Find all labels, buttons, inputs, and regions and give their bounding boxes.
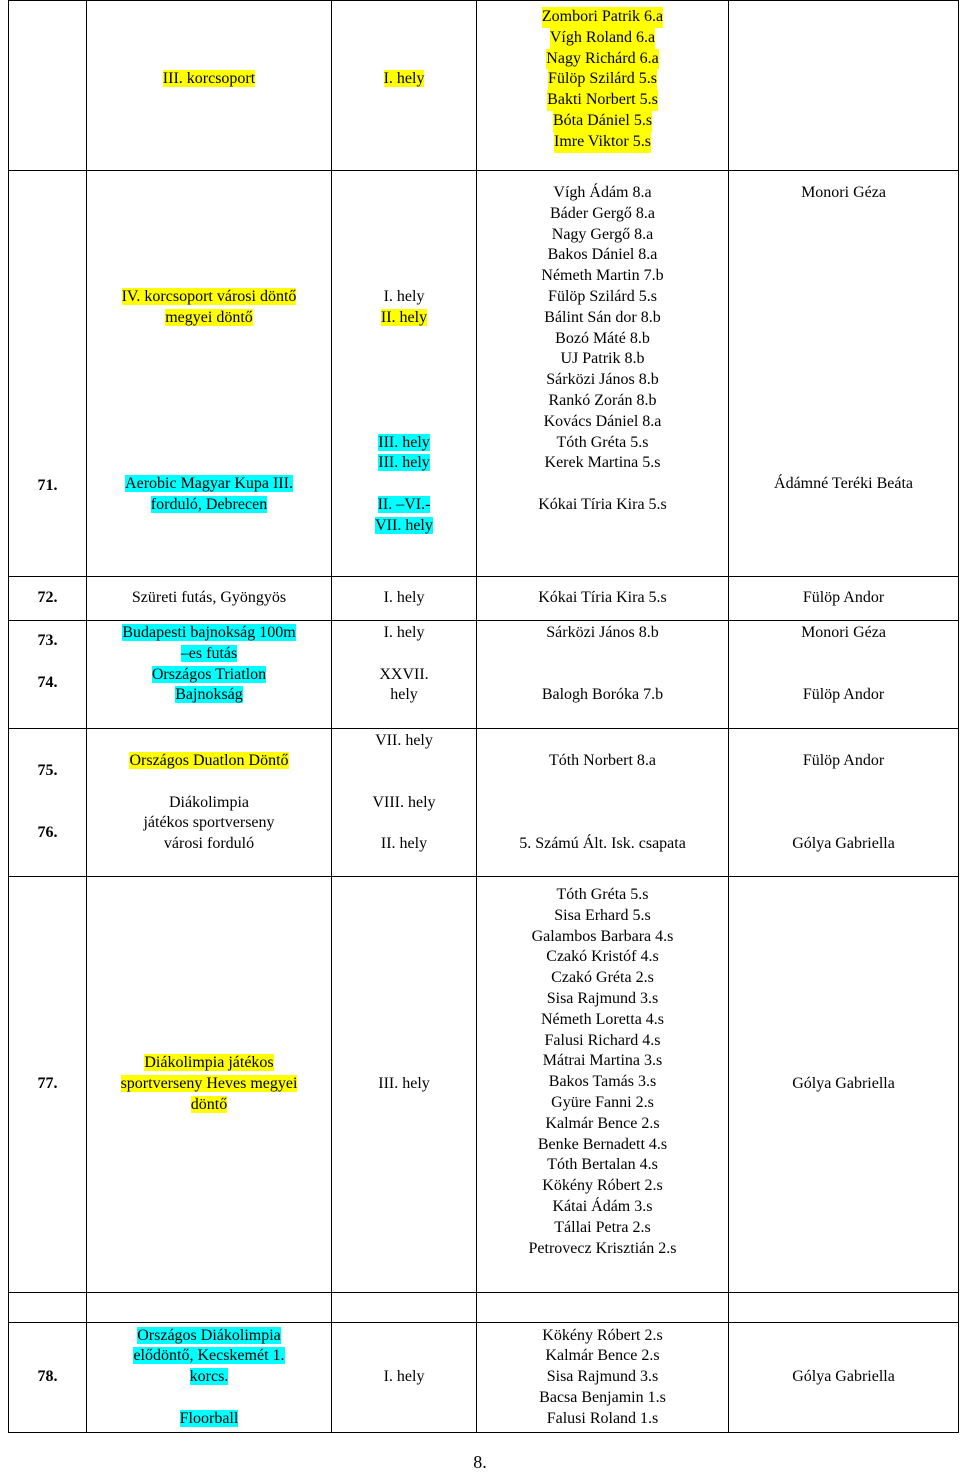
- student-name: Kökény Róbert 2.s: [542, 1326, 663, 1344]
- row-number: [9, 171, 87, 577]
- student-name: Kókai Tíria Kira 5.s: [538, 495, 667, 513]
- place-text: I. hely: [383, 70, 425, 87]
- event-cell: [87, 1323, 332, 1433]
- place-text: I. hely: [383, 288, 425, 305]
- event-cell: [87, 621, 332, 729]
- student-name: Imre Viktor 5.s: [554, 132, 651, 153]
- place-text: III. hely: [378, 433, 430, 451]
- place-text: XXVII.: [379, 665, 429, 683]
- row-number-text: 74.: [37, 673, 58, 691]
- student-name: Báder Gergő 8.a: [550, 204, 655, 222]
- table-row: [9, 171, 959, 577]
- names-cell: [477, 1323, 729, 1433]
- event-text: –es futás: [180, 644, 238, 662]
- row-number: [9, 577, 87, 621]
- place-cell: [332, 577, 477, 621]
- event-text: Szüreti futás, Gyöngyös: [131, 589, 287, 607]
- event-text: Budapesti bajnokság 100m: [122, 624, 296, 641]
- table-row: [9, 1, 959, 171]
- row-number-text: 77.: [37, 1075, 58, 1093]
- student-name: Bálint Sán dor 8.b: [544, 308, 661, 326]
- event-text: Diákolimpia játékos: [144, 1054, 274, 1072]
- place-text: hely: [390, 686, 418, 704]
- names-cell: [477, 621, 729, 729]
- student-name: Tóth Gréta 5.s: [556, 886, 649, 903]
- row-number-text: 76.: [37, 824, 58, 842]
- student-name: Falusi Richard 4.s: [544, 1031, 661, 1049]
- event-text: városi döntő: [212, 288, 297, 305]
- row-number: [9, 877, 87, 1293]
- student-name: Falusi Roland 1.s: [546, 1409, 659, 1427]
- place-text: II. –VI.-: [377, 495, 431, 513]
- student-name: Sisa Erhard 5.s: [554, 906, 651, 924]
- event-text: játékos sportverseny: [143, 814, 275, 832]
- coach-cell: [729, 1323, 959, 1433]
- place-cell: [332, 877, 477, 1293]
- event-text: városi forduló: [163, 835, 255, 853]
- place-text: VII. hely: [375, 732, 433, 749]
- student-name: Kátai Ádám 3.s: [552, 1197, 653, 1215]
- event-text: sportverseny Heves megyei: [120, 1075, 298, 1093]
- place-text: I. hely: [383, 1368, 425, 1386]
- coach-cell: [729, 577, 959, 621]
- student-name: Vígh Ádám 8.a: [553, 184, 652, 201]
- place-text: II. hely: [380, 308, 428, 326]
- coach-name: Fülöp Andor: [802, 752, 885, 769]
- place-text: I. hely: [383, 624, 425, 641]
- student-name: Rankó Zorán 8.b: [548, 391, 657, 409]
- event-cell: [87, 171, 332, 577]
- table-row: [9, 577, 959, 621]
- table-row: [9, 1323, 959, 1433]
- coach-name: Gólya Gabriella: [792, 1368, 895, 1386]
- event-cell: [87, 877, 332, 1293]
- place-text: VII. hely: [375, 516, 433, 534]
- coach-name: Fülöp Andor: [802, 589, 885, 607]
- place-text: I. hely: [383, 589, 425, 607]
- event-text: Aerobic Magyar Kupa III.: [125, 475, 293, 493]
- event-text: Országos Diákolimpia: [137, 1326, 281, 1344]
- event-text: Országos Duatlon Döntő: [129, 752, 289, 769]
- event-text: III. korcsoport: [162, 70, 256, 87]
- event-text: korcs.: [189, 1368, 229, 1386]
- student-name: Czakó Gréta 2.s: [551, 969, 654, 987]
- student-name: Bóta Dániel 5.s: [553, 111, 652, 132]
- event-text: IV. korcsoport: [121, 288, 213, 305]
- table-row: [9, 729, 959, 877]
- row-number: [9, 621, 87, 729]
- student-name: Fülöp Szilárd 5.s: [548, 287, 657, 305]
- student-name: Bozó Máté 8.b: [555, 329, 650, 347]
- table-row: [9, 621, 959, 729]
- student-name: Bakos Dániel 8.a: [547, 246, 658, 264]
- row-number-text: 71.: [37, 477, 58, 494]
- coach-cell: [729, 877, 959, 1293]
- coach-cell: [729, 621, 959, 729]
- student-name: Kalmár Bence 2.s: [545, 1347, 660, 1365]
- student-name: Nagy Gergő 8.a: [551, 225, 654, 243]
- student-name: Kerek Martina 5.s: [544, 454, 661, 472]
- row-number-text: 73.: [37, 632, 58, 649]
- student-name: Kalmár Bence 2.s: [545, 1114, 660, 1132]
- spacer-row: [9, 1293, 959, 1323]
- coach-name: Gólya Gabriella: [792, 1075, 895, 1093]
- place-text: II. hely: [380, 835, 428, 853]
- student-name: UJ Patrik 8.b: [560, 350, 645, 368]
- place-cell: [332, 621, 477, 729]
- event-text: Floorball: [179, 1409, 239, 1427]
- student-name: Kókai Tíria Kira 5.s: [538, 589, 667, 607]
- student-name: 5. Számú Ált. Isk. csapata: [519, 835, 686, 853]
- place-cell: [332, 171, 477, 577]
- student-name: Kökény Róbert 2.s: [542, 1177, 663, 1195]
- student-name: Sisa Rajmund 3.s: [546, 1368, 659, 1386]
- event-text: Bajnokság: [175, 686, 243, 704]
- names-cell: [477, 1, 729, 171]
- event-cell: [87, 729, 332, 877]
- coach-name: Fülöp Andor: [802, 686, 885, 704]
- student-name: Mátrai Martina 3.s: [542, 1052, 663, 1070]
- student-name: Nagy Richárd 6.a: [546, 49, 658, 70]
- student-name: Benke Bernadett 4.s: [537, 1135, 668, 1153]
- student-name: Tállai Petra 2.s: [554, 1218, 651, 1236]
- student-name: Sárközi János 8.b: [546, 371, 659, 389]
- place-cell: [332, 729, 477, 877]
- student-name: Galambos Barbara 4.s: [531, 927, 674, 945]
- student-name: Bakos Tamás 3.s: [548, 1073, 657, 1091]
- results-table: [8, 0, 959, 1433]
- row-number-text: 78.: [37, 1368, 58, 1386]
- event-text: döntő: [190, 1095, 228, 1113]
- coach-name: Monori Géza: [801, 184, 886, 201]
- event-cell: [87, 577, 332, 621]
- student-name: Zombori Patrik 6.a: [542, 7, 663, 28]
- student-name: Tóth Bertalan 4.s: [547, 1156, 658, 1174]
- student-name: Fülöp Szilárd 5.s: [548, 69, 657, 90]
- row-number: [9, 1323, 87, 1433]
- coach-cell: [729, 1, 959, 171]
- student-name: Sisa Rajmund 3.s: [546, 989, 659, 1007]
- names-cell: [477, 577, 729, 621]
- student-name: Bacsa Benjamin 1.s: [539, 1388, 666, 1406]
- event-text: elődöntő, Kecskemét 1.: [133, 1347, 285, 1365]
- student-name: Tóth Gréta 5.s: [556, 433, 649, 451]
- table-row: [9, 877, 959, 1293]
- event-text: megyei döntő: [165, 308, 253, 326]
- student-name: Kovács Dániel 8.a: [543, 412, 662, 430]
- event-text: forduló, Debrecen: [150, 495, 268, 513]
- student-name: Sárközi János 8.b: [546, 624, 659, 641]
- student-name: Petrovecz Krisztián 2.s: [528, 1239, 677, 1257]
- names-cell: [477, 877, 729, 1293]
- names-cell: [477, 171, 729, 577]
- event-text: Országos Triatlon: [151, 665, 267, 683]
- student-name: Németh Loretta 4.s: [540, 1010, 665, 1028]
- coach-cell: [729, 729, 959, 877]
- event-cell: [87, 1, 332, 171]
- student-name: Czakó Kristóf 4.s: [546, 948, 659, 966]
- place-cell: [332, 1323, 477, 1433]
- student-name: Vígh Roland 6.a: [550, 28, 655, 49]
- student-name: Gyüre Fanni 2.s: [551, 1093, 654, 1111]
- student-name: Balogh Boróka 7.b: [541, 686, 664, 704]
- row-number-text: 75.: [37, 762, 58, 779]
- student-name: Bakti Norbert 5.s: [547, 90, 658, 111]
- place-text: III. hely: [378, 1075, 430, 1093]
- row-number: [9, 1, 87, 171]
- student-name: Tóth Norbert 8.a: [548, 752, 657, 769]
- names-cell: [477, 729, 729, 877]
- event-text: Diákolimpia: [169, 793, 249, 811]
- student-name: Németh Martin 7.b: [541, 267, 664, 285]
- place-text: III. hely: [378, 454, 430, 472]
- place-text: VIII. hely: [372, 794, 436, 812]
- page-number: 8.: [473, 1452, 487, 1472]
- coach-cell: [729, 171, 959, 577]
- coach-name: Ádámné Teréki Beáta: [774, 475, 913, 493]
- coach-name: Monori Géza: [801, 624, 886, 641]
- place-cell: [332, 1, 477, 171]
- row-number-text: 72.: [37, 589, 58, 607]
- row-number: [9, 729, 87, 877]
- coach-name: Gólya Gabriella: [792, 835, 895, 853]
